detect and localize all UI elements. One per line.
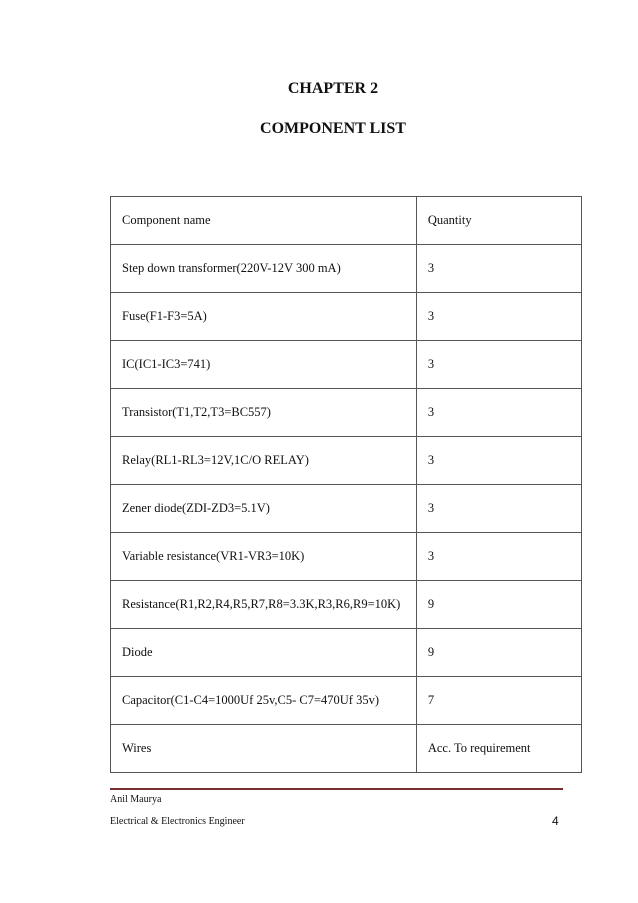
table-row (111, 389, 582, 437)
table-row (111, 677, 582, 725)
footer-role: Electrical & Electronics Engineer (110, 816, 245, 827)
quantity-cell: 3 (416, 437, 581, 485)
footer-author: Anil Maurya (110, 794, 162, 805)
chapter-heading: CHAPTER 2 (287, 80, 379, 97)
column-header-quantity: Quantity (416, 197, 581, 245)
table-row (111, 725, 582, 773)
component-name-cell: IC(IC1-IC3=741) (111, 341, 417, 389)
table-row (111, 293, 582, 341)
table-row (111, 437, 582, 485)
table-row (111, 485, 582, 533)
quantity-cell: 7 (416, 677, 581, 725)
component-name-cell: Diode (111, 629, 417, 677)
page-title: COMPONENT LIST (260, 120, 406, 137)
quantity-cell: 3 (416, 389, 581, 437)
component-name-cell: Resistance(R1,R2,R4,R5,R7,R8=3.3K,R3,R6,R9=10K) (111, 581, 417, 629)
table-row (111, 245, 582, 293)
quantity-cell: 3 (416, 533, 581, 581)
component-name-cell: Zener diode(ZDI-ZD3=5.1V) (111, 485, 417, 533)
component-name-cell: Capacitor(C1-C4=1000Uf 25v,C5- C7=470Uf 35v) (111, 677, 417, 725)
footer-divider (110, 788, 563, 790)
component-name-cell: Relay(RL1-RL3=12V,1C/O RELAY) (111, 437, 417, 485)
table-row (111, 533, 582, 581)
quantity-cell: 3 (416, 293, 581, 341)
table-row (111, 341, 582, 389)
table-header-row (111, 197, 582, 245)
component-name-cell: Variable resistance(VR1-VR3=10K) (111, 533, 417, 581)
component-name-cell: Transistor(T1,T2,T3=BC557) (111, 389, 417, 437)
quantity-cell: 3 (416, 341, 581, 389)
quantity-cell: Acc. To requirement (416, 725, 581, 773)
page-number: 4 (552, 814, 559, 828)
component-name-cell: Step down transformer(220V-12V 300 mA) (111, 245, 417, 293)
quantity-cell: 9 (416, 629, 581, 677)
quantity-cell: 9 (416, 581, 581, 629)
table-row (111, 629, 582, 677)
component-name-cell: Wires (111, 725, 417, 773)
component-name-cell: Fuse(F1-F3=5A) (111, 293, 417, 341)
component-table (110, 196, 582, 773)
quantity-cell: 3 (416, 485, 581, 533)
column-header-component-name: Component name (111, 197, 417, 245)
quantity-cell: 3 (416, 245, 581, 293)
table-row (111, 581, 582, 629)
